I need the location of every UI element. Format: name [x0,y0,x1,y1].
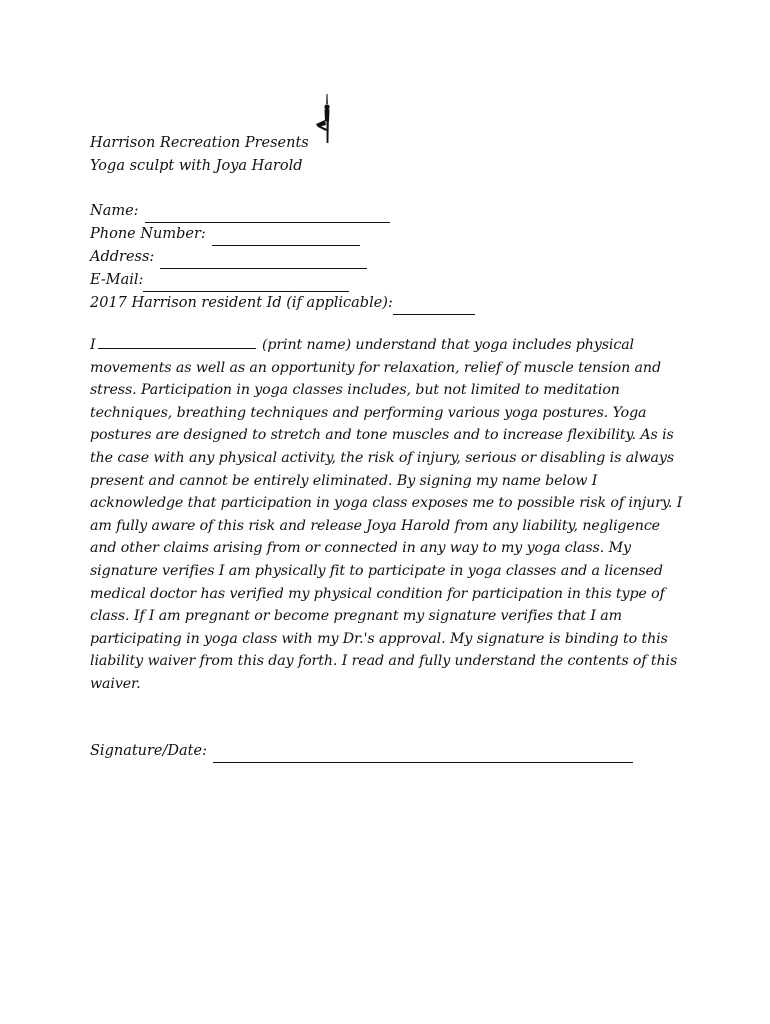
name-field[interactable] [90,200,475,223]
phone-label: Phone Number: [90,226,206,242]
email-label: E-Mail: [90,272,144,288]
print-name-blank-line[interactable] [98,334,256,349]
contact-fields [90,200,475,315]
signature-field[interactable] [90,740,633,763]
email-blank-line[interactable] [143,275,349,292]
class-title: Yoga sculpt with Joya Harold [90,158,303,174]
address-blank-line[interactable] [160,252,367,269]
phone-field[interactable] [90,223,475,246]
phone-blank-line[interactable] [212,229,360,246]
address-field[interactable] [90,246,475,269]
waiver-paragraph [90,334,690,696]
resident-id-blank-line[interactable] [393,298,475,315]
waiver-text: (print name) understand that yoga includes physical movements as well as an opportunity for relaxation, relief of muscle tension and stress. Participation in yoga classes includes, but not limited to meditation techniques, breathing techniques and performing various yoga postures. Yoga postures are designed to stretch and tone muscles and to increase flexibility. As is the case with any physical activity, the risk of injury, serious or disabling is always present and cannot be entirely eliminated. By signing my name below I acknowledge that participation in yoga class exposes me to possible risk of injury. I am fully aware of this risk and release Joya Harold from any liability, negligence and other claims arising from or connected in any way to my yoga class. My signature verifies I am physically fit to participate in yoga classes and a licensed medical doctor has verified my physical condition for participation in this type of class. If I am pregnant or become pregnant my signature verifies that I am participating in yoga class with my Dr.'s approval. My signature is binding to this liability waiver from this day forth. I read and fully understand the contents of this waiver. [90,337,683,692]
name-blank-line[interactable] [145,206,390,223]
resident-id-field[interactable] [90,292,475,315]
document-header [90,132,309,178]
address-label: Address: [90,249,155,265]
signature-label: Signature/Date: [90,743,207,759]
yoga-tree-pose-icon [312,94,338,144]
waiver-prefix: I [90,337,96,353]
name-label: Name: [90,203,139,219]
signature-blank-line[interactable] [213,746,633,763]
resident-id-label: 2017 Harrison resident Id (if applicable): [90,295,393,311]
email-field[interactable] [90,269,475,292]
presenter-title: Harrison Recreation Presents [90,135,309,151]
